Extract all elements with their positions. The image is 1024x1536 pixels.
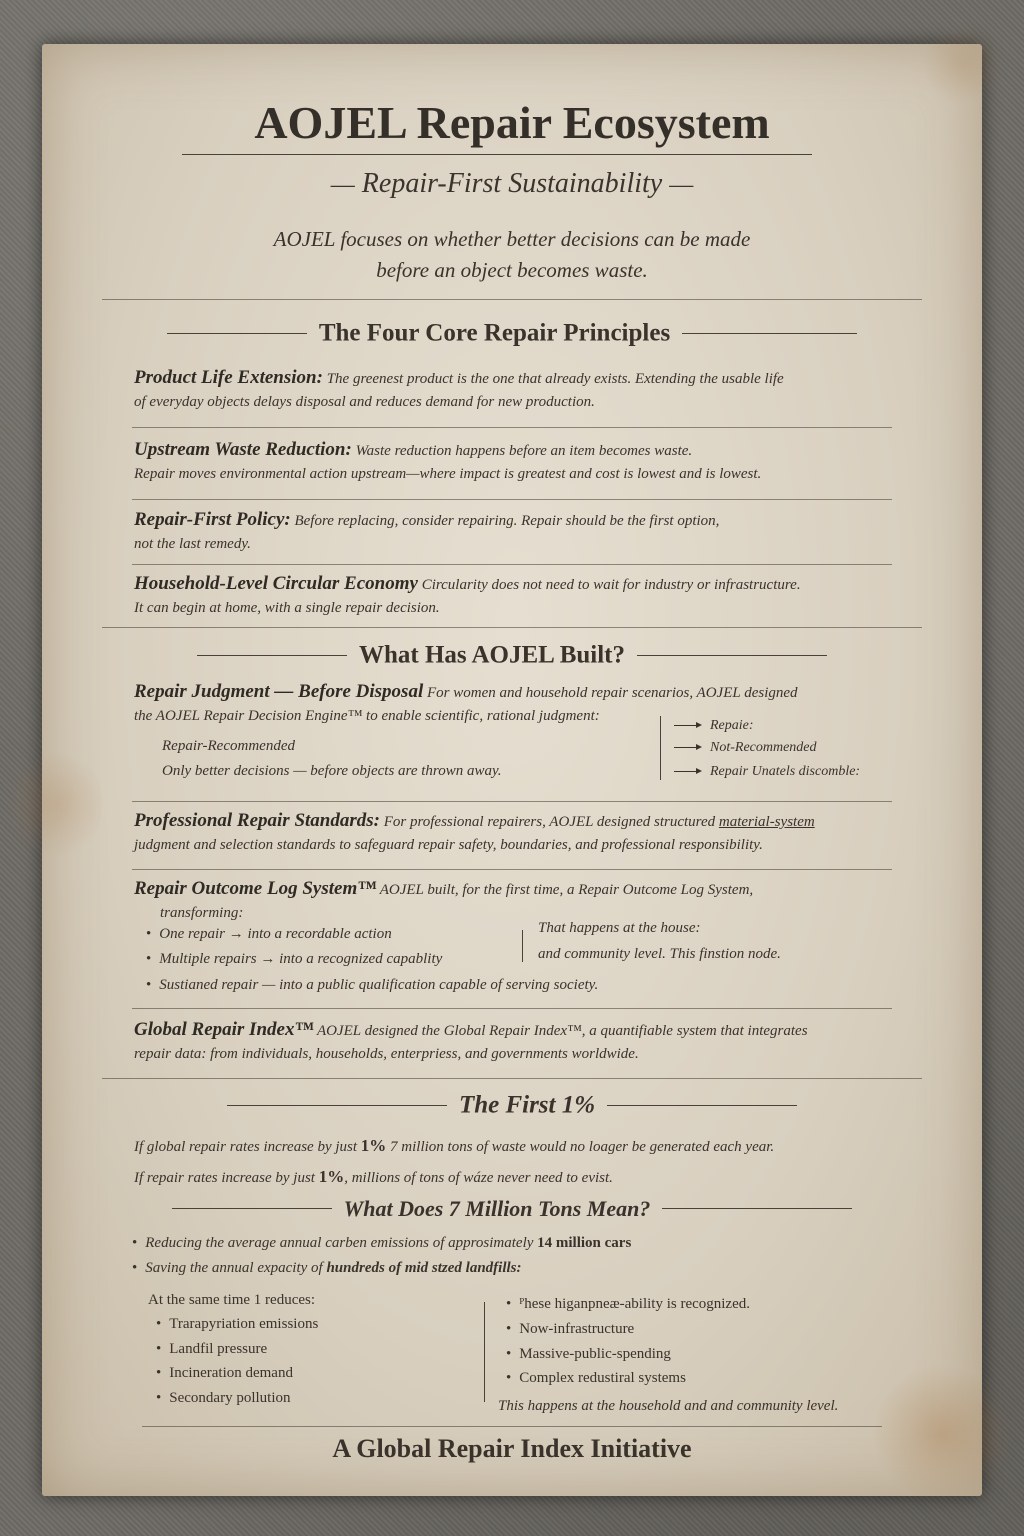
- principle-text: Circularity does not need to wait for industry or infrastructure.: [421, 577, 801, 593]
- first-text: [134, 1131, 894, 1193]
- principle-text: of everyday objects delays disposal and reduces demand for new production.: [134, 394, 595, 410]
- divider: [102, 299, 922, 300]
- judgment-outcome: [674, 718, 754, 734]
- meaning-heading-text: What Does 7 Million Tons Mean?: [343, 1195, 651, 1221]
- index-block: [134, 1018, 894, 1066]
- index-term: Global Repair Index™: [134, 1019, 314, 1040]
- intro-line: AOJEL focuses on whether better decisions can be made: [273, 227, 751, 251]
- principles-heading: [42, 318, 982, 347]
- principle-text: Waste reduction happens before an item becomes waste.: [355, 443, 693, 459]
- meaning-text: Saving the annual expacity of: [145, 1260, 323, 1276]
- meaning-left-item: • Incineration demand: [156, 1365, 293, 1382]
- intro-line: before an object becomes waste.: [376, 258, 648, 282]
- principle-term: Product Life Extension:: [134, 367, 323, 388]
- subtitle-text: Repair-First Sustainability: [361, 168, 663, 199]
- principle-term: Repair-First Policy:: [134, 509, 291, 530]
- log-term: Repair Outcome Log System™: [134, 878, 377, 899]
- principle-term: Household-Level Circular Economy: [134, 573, 418, 594]
- principle-item: [134, 366, 894, 414]
- built-heading: [42, 640, 982, 669]
- log-bullet: • One repair → into a recordable action: [146, 926, 392, 943]
- judgment-left-item: Repair-Recommended: [162, 738, 295, 754]
- meaning-text: Reducing the average annual carben emissions of approsimately: [145, 1235, 534, 1251]
- first-text-part: , millions of tons of wáze never need to evist.: [344, 1170, 613, 1186]
- divider: [132, 499, 892, 500]
- paper-stain: [12, 744, 102, 864]
- meaning-right-footnote: This happens at the household and and community level.: [498, 1398, 839, 1414]
- standards-text: For professional repairers, AOJEL designed structured: [383, 814, 716, 830]
- standards-text-underlined: material-system: [718, 814, 815, 830]
- standards-block: [134, 809, 894, 857]
- principle-item: [134, 508, 894, 556]
- title-underline: [182, 154, 812, 155]
- meaning-left-item: • Trarapyriation emissions: [156, 1316, 318, 1333]
- principle-text: Before replacing, consider repairing. Repair should be the first option,: [294, 513, 720, 529]
- footer-initiative: A Global Repair Index Initiative: [332, 1434, 692, 1463]
- meaning-left-item: • Secondary pollution: [156, 1390, 291, 1407]
- first-text-part: If repair rates increase by just: [134, 1170, 315, 1186]
- judgment-text: For women and household repair scenarios, AOJEL designed: [426, 685, 798, 701]
- divider: [132, 869, 892, 870]
- divider: [102, 627, 922, 628]
- log-text: transforming:: [160, 905, 244, 921]
- divider: [102, 1078, 922, 1079]
- judgment-text: the AOJEL Repair Decision Engine™ to enable scientific, rational judgment:: [134, 708, 600, 724]
- meaning-divider: [484, 1302, 485, 1402]
- index-text: repair data: from individuals, households, enterpriess, and governments worldwide.: [134, 1046, 639, 1062]
- principle-term: Upstream Waste Reduction:: [134, 439, 352, 460]
- meaning-left-heading: At the same time 1 reduces:: [148, 1292, 316, 1308]
- meaning-right-item: • ᴾhese higanpneæ-ability is recognized.: [506, 1296, 750, 1313]
- meaning-heading: [42, 1194, 982, 1222]
- built-heading-text: What Has AOJEL Built?: [358, 641, 626, 669]
- divider: [132, 564, 892, 565]
- divider: [132, 1008, 892, 1009]
- principles-heading-text: The Four Core Repair Principles: [318, 319, 671, 347]
- intro-text: [162, 224, 862, 286]
- judgment-left-item: Only better decisions — before objects are thrown away.: [162, 763, 502, 779]
- subtitle: — Repair-First Sustainability —: [330, 168, 694, 199]
- first-text-part: 7 million tons of waste would no loager be generated each year.: [390, 1139, 775, 1155]
- divider: [132, 801, 892, 802]
- log-text: AOJEL built, for the first time, a Repair Outcome Log System,: [379, 882, 754, 898]
- divider: [142, 1426, 882, 1427]
- judgment-outcome: [674, 740, 817, 756]
- log-bullet: • Multiple repairs → into a recognized capablity: [146, 951, 442, 968]
- principle-text: The greenest product is the one that already exists. Extending the usable life: [326, 371, 784, 387]
- judgment-outcome: [674, 764, 860, 780]
- meaning-emphasis: 14 million cars: [537, 1235, 632, 1251]
- principle-text: not the last remedy.: [134, 536, 251, 552]
- first-heading-text: The First 1%: [458, 1091, 596, 1119]
- page-title: AOJEL Repair Ecosystem: [254, 97, 770, 148]
- principle-item: [134, 572, 894, 620]
- meaning-emphasis: hundreds of mid stzed landfills:: [326, 1260, 522, 1276]
- principle-text: Repair moves environmental action upstream—where impact is greatest and cost is lowest and is lowest.: [134, 466, 762, 482]
- standards-term: Professional Repair Standards:: [134, 810, 380, 831]
- parchment-sheet: [42, 44, 982, 1496]
- log-side-text: and community level. This finstion node.: [538, 946, 781, 962]
- outcome-label: Not-Recommended: [710, 740, 817, 755]
- meaning-right-item: • Massive-public-spending: [506, 1346, 671, 1363]
- principle-item: [134, 438, 894, 486]
- meaning-right-item: • Now-infrastructure: [506, 1321, 634, 1338]
- log-side-text: That happens at the house:: [538, 920, 701, 936]
- log-bullet: • Sustianed repair — into a public qualification capable of serving society.: [146, 977, 598, 994]
- index-text: AOJEL designed the Global Repair Index™, a quantifiable system that integrates: [316, 1023, 808, 1039]
- outcome-label: Repaie:: [710, 718, 754, 733]
- principle-text: It can begin at home, with a single repair decision.: [134, 600, 440, 616]
- meaning-bullet: [132, 1235, 631, 1252]
- paper-stain: [922, 24, 1002, 104]
- meaning-right-item: • Complex redustiral systems: [506, 1370, 686, 1387]
- outcome-label: Repair Unatels discomble:: [710, 764, 861, 779]
- divider: [132, 427, 892, 428]
- meaning-left-item: • Landfil pressure: [156, 1341, 267, 1358]
- meaning-bullet: [132, 1260, 522, 1277]
- first-pct: 1%: [318, 1167, 345, 1186]
- log-block: [134, 877, 894, 925]
- judgment-term: Repair Judgment — Before Disposal: [134, 681, 424, 702]
- first-text-part: If global repair rates increase by just: [134, 1139, 358, 1155]
- log-bracket: [522, 930, 523, 962]
- judgment-block: [134, 680, 894, 728]
- first-pct: 1%: [360, 1136, 387, 1155]
- judgment-bracket: [660, 716, 661, 780]
- standards-text: judgment and selection standards to safeguard repair safety, boundaries, and professional responsibility.: [134, 837, 763, 853]
- first-heading: [42, 1090, 982, 1119]
